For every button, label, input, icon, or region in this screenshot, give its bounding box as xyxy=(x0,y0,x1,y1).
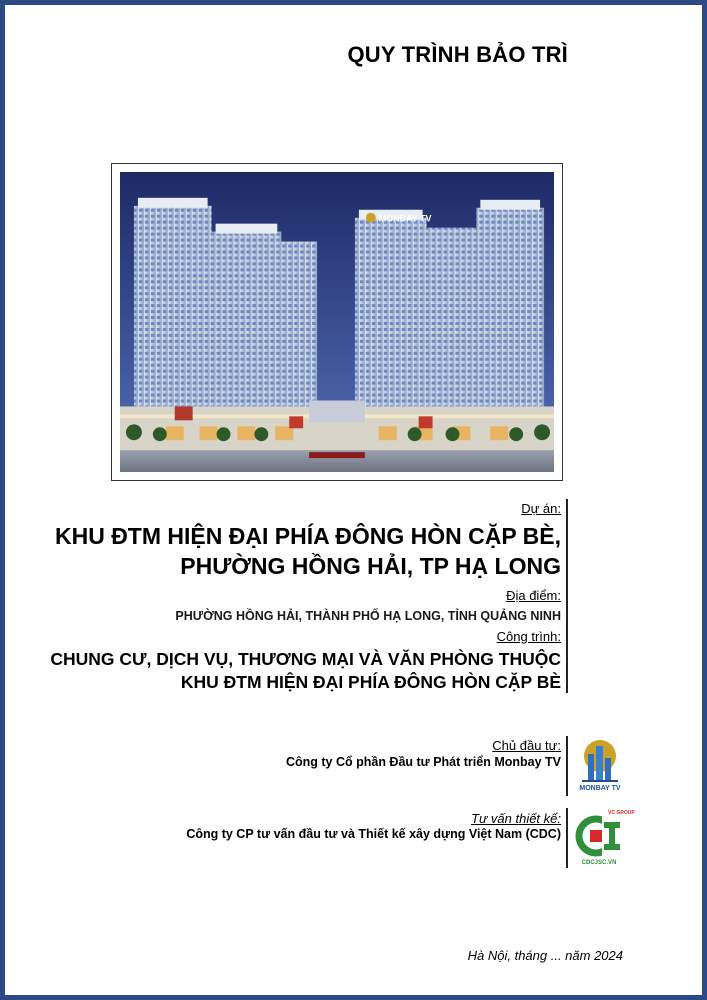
consultant-divider-line xyxy=(566,808,568,868)
cdc-website-text: CDCJSC.VN xyxy=(581,860,617,866)
location-label: Địa điểm: xyxy=(506,588,561,603)
location-value: PHƯỜNG HỒNG HẢI, THÀNH PHỐ HẠ LONG, TỈNH QUẢNG NINH xyxy=(175,609,561,623)
document-title: QUY TRÌNH BẢO TRÌ xyxy=(347,42,568,67)
work-label: Công trình: xyxy=(496,629,561,644)
section-divider-line xyxy=(566,499,568,693)
investor-divider-line xyxy=(566,736,568,796)
investor-name: Công ty Cổ phần Đầu tư Phát triển Monbay TV xyxy=(285,755,561,769)
cdc-group-text: VC GROUP xyxy=(608,810,635,816)
consultant-label: Tư vấn thiết kế: xyxy=(471,811,561,826)
consultant-name: Công ty CP tư vấn đầu tư và Thiết kế xây dựng Việt Nam (CDC) xyxy=(186,827,561,841)
cdc-logo xyxy=(572,806,635,866)
project-label: Dự án: xyxy=(521,501,561,516)
investor-label: Chủ đầu tư: xyxy=(492,738,561,753)
work-name: CHUNG CƯ, DỊCH VỤ, THƯƠNG MẠI VÀ VĂN PHÒNG THUỘC KHU ĐTM HIỆN ĐẠI PHÍA ĐÔNG HÒN CẶP BÈ xyxy=(50,649,561,692)
monbay-logo-text: MONBAY TV xyxy=(579,785,621,792)
project-name: KHU ĐTM HIỆN ĐẠI PHÍA ĐÔNG HÒN CẶP BÈ, PHƯỜNG HỒNG HẢI, TP HẠ LONG xyxy=(54,523,561,579)
footer-date: Hà Nội, tháng ... năm 2024 xyxy=(467,948,623,963)
building-sign: MONBAY TV xyxy=(378,213,432,224)
building-photo-frame xyxy=(111,163,563,481)
building-photo xyxy=(120,172,554,472)
monbay-logo xyxy=(574,736,626,794)
building-illustration xyxy=(120,172,554,472)
